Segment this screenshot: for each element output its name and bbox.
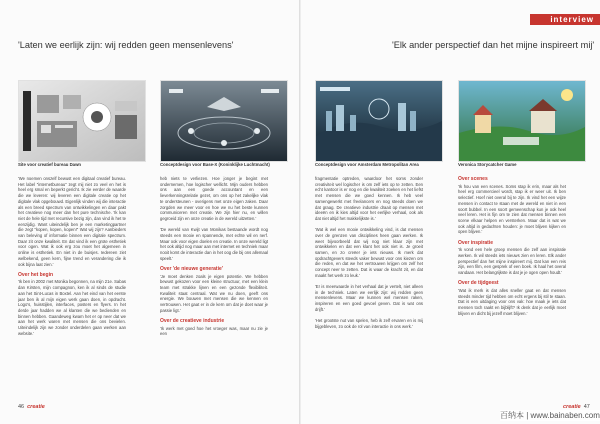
headline-left: 'Laten we eerlijk zijn: wij redden geen mensenlevens' [18,40,234,50]
column-paragraph: 'Ik hou van een scenes. Soms stap ik erin, maar als het heel erg commercieel wordt, stap ik er weer uit. Ik ben selectief. Hoef niet overal bij te zijn. Ik vind het een wijze mensen in contact te staan met de wereld en niet in een soort bubbel. In een soort gemeenschap kun je ook heel veel leren. Het is fijn om te zien dat mensen binnen een scene elkaar helpen en versterken. Maar dat is wat we ook altijd in gedachten houden: je moet blijven kijken en open blijven.' [458,183,566,235]
veronica-game-image [459,81,585,161]
thumbnail-caption-2: Conceptdesign voor Base-X (Koninklijke Luchtmacht) [160,162,270,167]
column-paragraph: heb niets te verliezen. Hoe jonger je begint met ondernemen, hoe logischer wellicht. Mijn ouders hebben ons aan een goede accountant en een lieverkenningsrelatie gezet, om ons op het zakelijke vlak te ondersteunen - overigens met onze eigen zaken. Daar zorgden we meer voor en hoe we nu het beste kunnen communiceren met creatie. We zijn hier nu, en willen gegroeid zijn en onze creatie in de wereld uitzetten.' [160,176,268,221]
thumbnail-amsterdam-metro [315,80,443,162]
text-column-4 [458,176,566,402]
text-column-2 [160,176,268,408]
column-subheading: Over het begin [18,271,54,278]
text-column-1 [18,176,126,408]
column-subheading: Over de creatieve industrie [160,317,225,324]
page-number-left: 46 [18,404,25,410]
column-subheading: Over scenes [458,176,488,182]
dawn-site-image [19,81,145,161]
section-label: interview [550,15,594,24]
base-x-image [161,81,287,161]
folio-left [18,404,48,410]
text-column-3 [315,176,423,408]
headline-right: 'Elk ander perspectief dan het mijne inspireert mij' [392,40,595,50]
column-subheading: Over 'de nieuwe generatie' [160,265,223,272]
column-paragraph: 'Je moet denken zoals je eigen potentie. We hebben bewust gekozen voor een kleine structuur, met een klein team met strakke lijnen en een gezonde flexibiliteit. Kwaliteit staat centraal. Wat we nu doen, geeft ons energie. We bouwen met mensen die we kennen en vertrouwen. Het gaat er in de kern om dat je doet waar je passie ligt.' [160,273,268,313]
magazine-brand-right: creatie [563,404,581,410]
column-paragraph: 'Ik werk met goed hoe het vroeger was, maar nu zie je een [160,325,268,337]
thumbnail-caption-1: Site voor creatief bureau Dawn [18,162,82,167]
amsterdam-metro-image [316,81,442,161]
column-subheading: Over de tijdgeest [458,280,499,287]
page-number-right: 47 [583,404,590,410]
column-paragraph: 'We noemen onszelf bewust een digitaal creatief bureau. Het label "internetbureau" zegt mij niet zo veel en het is heel erg smal en beperkt gericht. Ik zie eerder de waarde die we leveren: wij leveren een digitale creatie op het digitale vlak opgebouwd. Eigenlijk vinden wij die interactie als een breed spectrum van ontwikkelingen en daar pakt het creatieve nog meer dan het pure technische. 'Ik kan niet de hele tijd met recursive bezig zijn, dan vind ik het te eenzijdig. Want uiteindelijk ben je een marketingpartner die zegt "kopen, kopen, kopen!" Wat wij zijn? Aanbieders van beleving of informatie binnen een digitale spectrum. Daar zit onze kwaliteit. En dat vind ik een grote esthetiek voor ogen. Wat ik ook erg zou moet het algemeen in online is esthetiek. En niet in de buisjes. Iedereen ziet welbekend, geen kern, fijne trend en verandering die ik ook bijna laat zien.' [18,176,126,267]
column-subheading: Over inspiratie [458,239,494,246]
thumbnail-base-x [160,80,288,162]
magazine-brand-left: creatie [27,404,45,410]
column-paragraph: fragmentatie optreden, waardoor het soms zonder creativiteit wel logischer is om zelf iets op te zetten. Een echt kantoor is er nog en die kwaliteit zoeken en het liefst met mensen die we goed kennen. Ik heb veel samengewerkt met freelancers en nog steeds doen we dat graag. De creatieve industrie draait op mensen met ideeën en ik kies altijd voor het eerlijke verhaal, ook als dat niet altijd het makkelijkste is.' [315,176,423,221]
thumbnail-veronica-game [458,80,586,162]
thumbnail-dawn-site [18,80,146,162]
column-paragraph: 'Ik vond een hele groep mensen die zelf aan inspiratie werken. Ik wil steeds iets nieuws zien en leren. Elk ander perspectief dan het mijne inspireert mij. Dat kan een reis zijn, een film, een gesprek of een boek. Ik haal het overal vandaan. Het belangrijkste is dat je je ogen open houdt.' [458,247,566,276]
column-paragraph: 'Er is meerwaarde in het verhaal dat je vertelt, niet alleen in de techniek. Laten we eerlijk zijn: wij redden geen mensenlevens. Maar we kunnen wel mensen raken, inspireren en een goed gevoel geven. Dat is wat ons drijft.' [315,283,423,312]
column-paragraph: 'Ik ben in 2002 met Monika begonnen, na mijn 21e. Sabas dan Kirsten, mijn compagnon, ken ik al sinds de studie aan het Sint-Lucas in Boxtel. Aan het eind van het eerste jaar ben ik al mijn eigen werk gaan doen, in opdracht. Logo's, huisstijlen, interfaces, posters en flyers. In het derde jaar hadden we al klanten die we bedienden en binnen hebben. Gaandeweg kwam het er op neer dat we aan het werk waren met mensen die ons bevielen. Uiteindelijk zijn we zonder onderdelen gaan werken aan website.' [18,279,126,336]
watermark: 百纳本 | www.bainaben.com [500,411,600,420]
column-paragraph: 'De wereld van Kwijt van Monikas bestaande wordt nog steeds een mooie en spannende, met echte wil en nerf. Maar ook voor eigen doelen en creatie. In onze wereld ligt het ook altijd nog maar aan met internet en techniek maar nooit komt de interactie dan in het oog die bij ons allemaal speelt.' [160,227,268,261]
thumbnail-caption-4: Veronica Storycatcher Game [458,162,517,167]
column-paragraph: 'Wat ik wel een mooie ontwikkeling vind, is dat mensen over de grenzen van disciplines heen gaan werken. Ik weet bijvoorbeeld dat wij nog niet klaar zijn met ontwikkelen en dat een klant het ook niet is. Je groeit samen, en zo creëer je iets nieuws. Ik merk dat opdrachtgevers steeds vaker bewust voor ons kiezen om die reden, en dat we het vertrouwen krijgen om zelf het concept neer te zetten. Dat is waar de kracht zit, en dat maakt het werk zo leuk.' [315,227,423,278]
column-paragraph: 'Het grootste nut van spelen, heb ik zelf ervaren en is mij bijgebleven, zo ook de rol van interactie in ons werk.' [315,317,423,329]
page-gutter [299,0,301,424]
column-paragraph: 'Wat ik merk is dat alles sneller gaat en dat mensen steeds minder tijd hebben om echt ergens bij stil te staan. Dat is een uitdaging voor ons vak: hoe maak je iets dat mensen toch raakt en bijblijft? Ik denk dat je eerlijk moet blijven en dicht bij jezelf moet blijven.' [458,287,566,316]
thumbnail-caption-3: Conceptdesign voor Amsterdam Metropolitan Area [315,162,419,167]
